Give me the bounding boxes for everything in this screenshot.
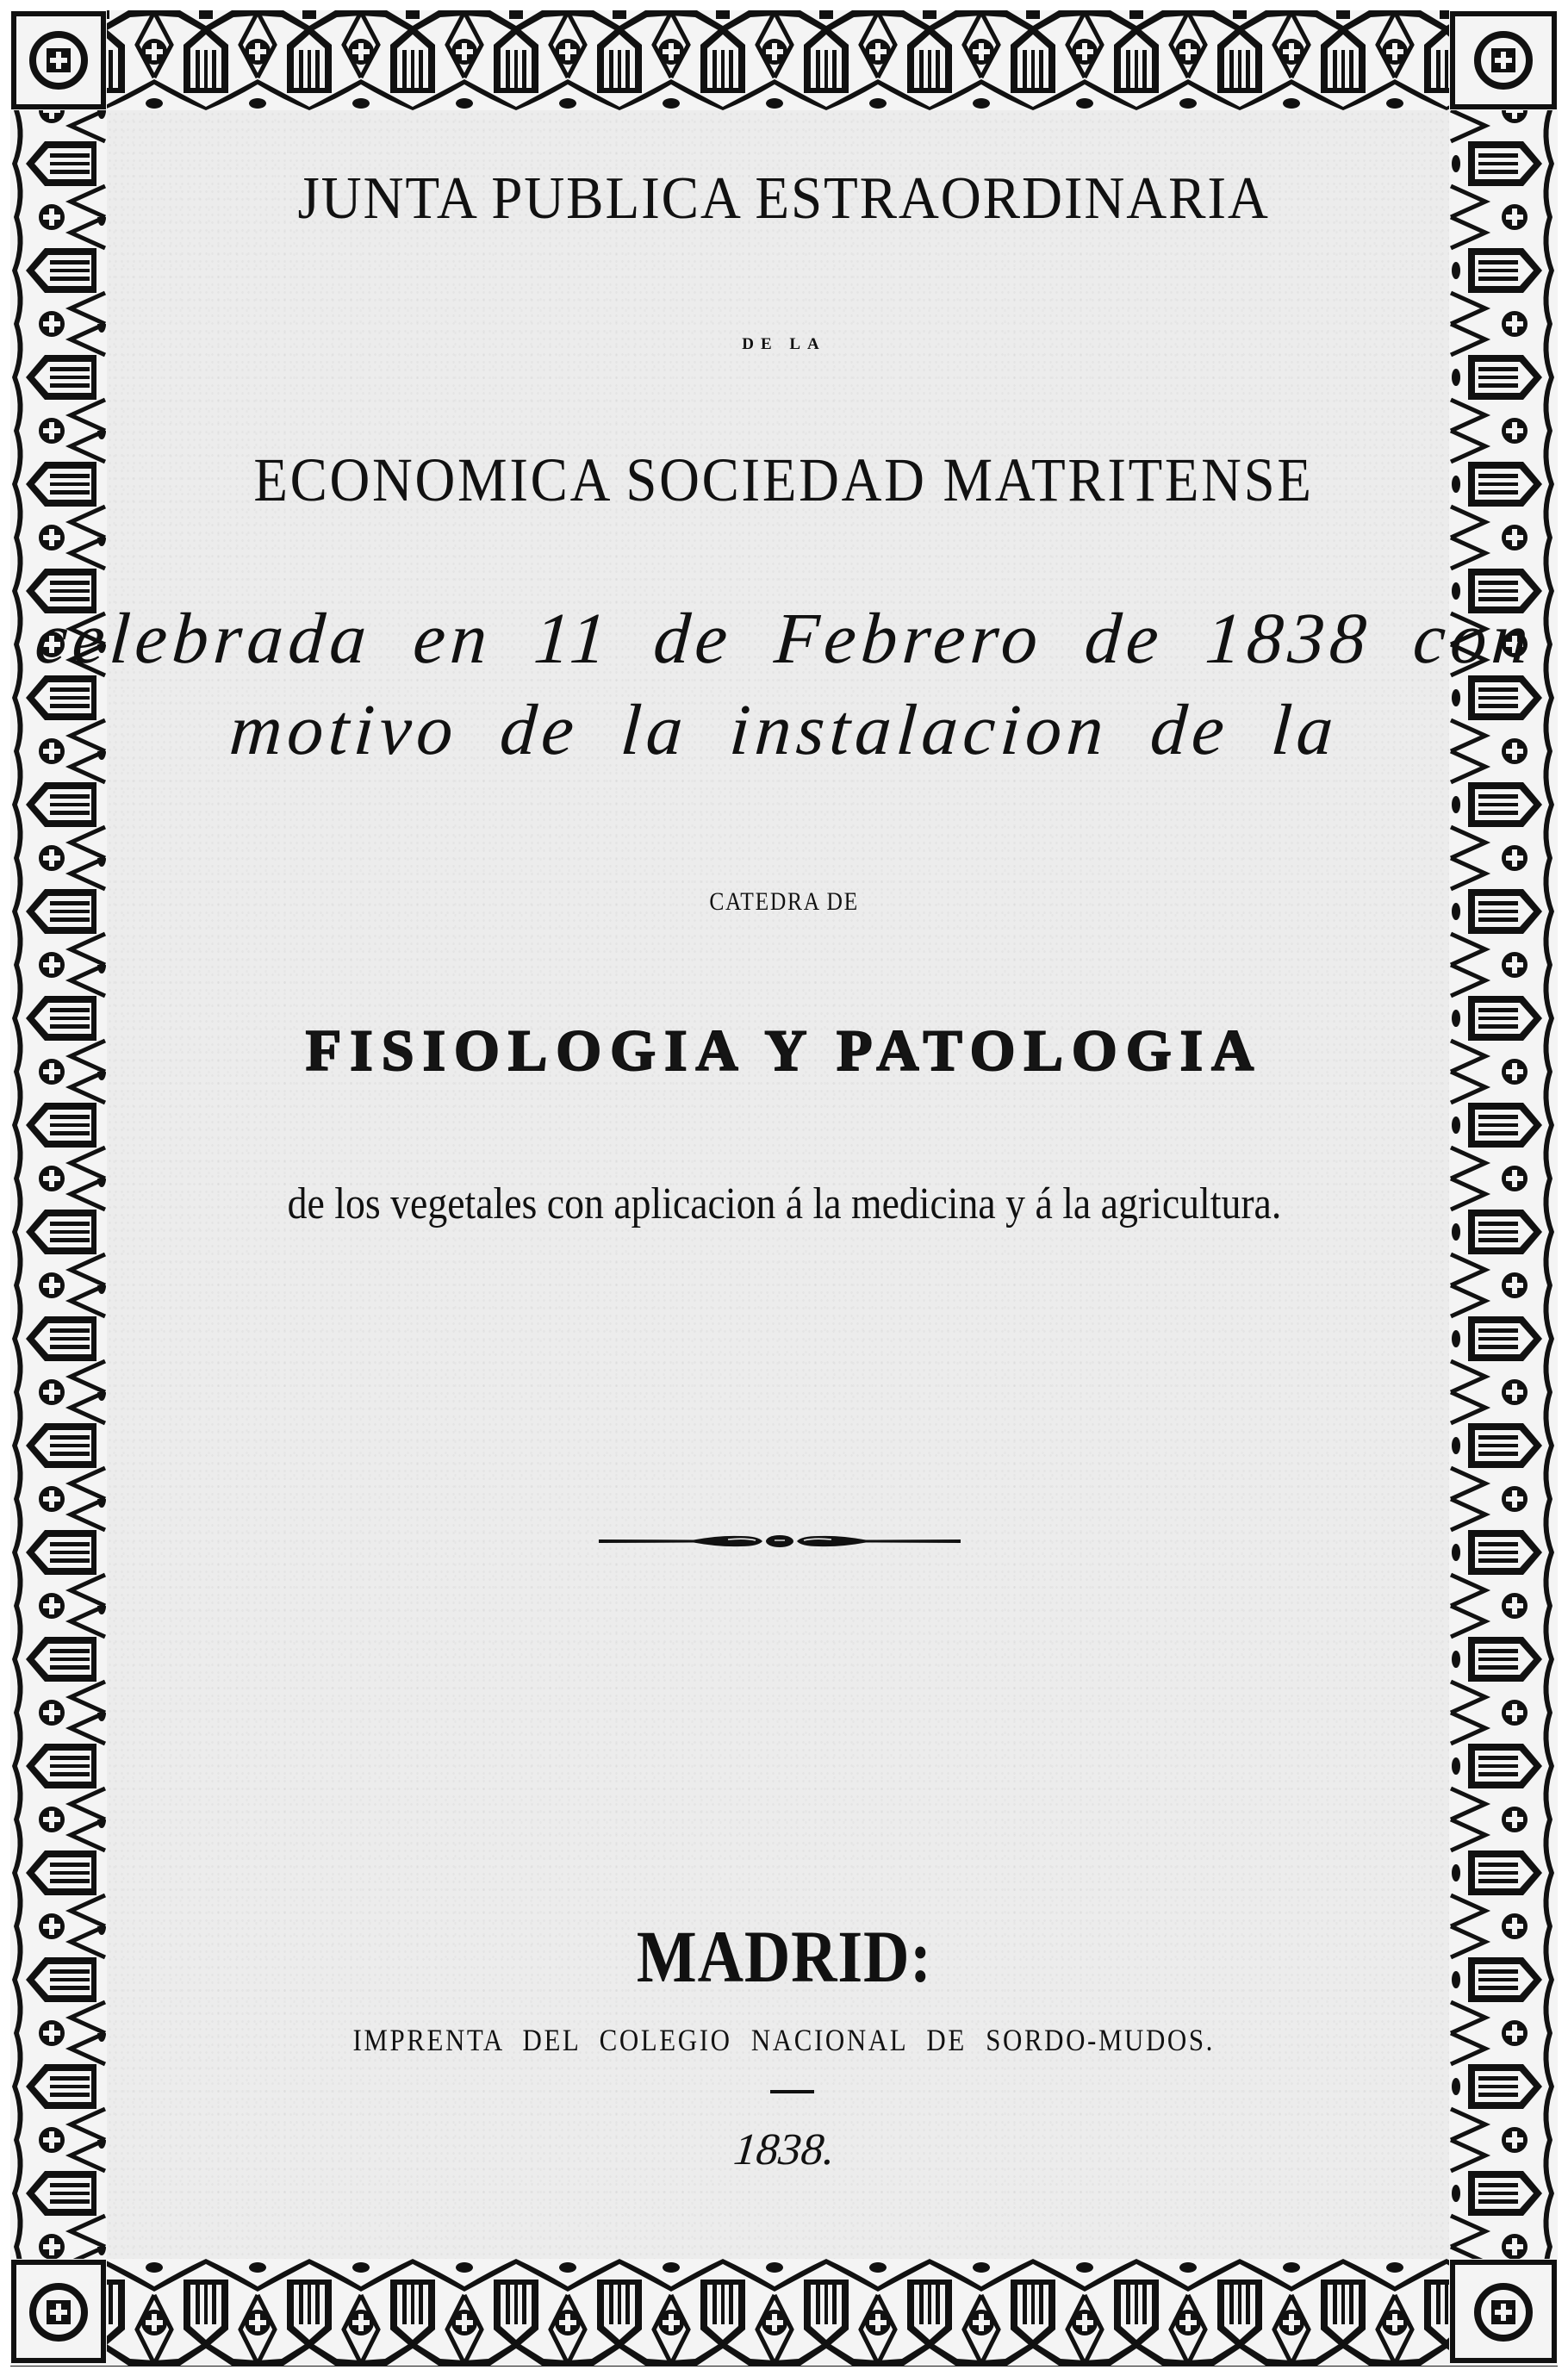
- catedra-label: CATEDRA DE: [709, 887, 859, 916]
- society-name: ECONOMICA SOCIEDAD MATRITENSE: [253, 445, 1315, 514]
- short-rule-divider: [770, 2090, 814, 2093]
- imprint-city: MADRID:: [636, 1915, 932, 1998]
- ornamental-border-bottom: [10, 2259, 1558, 2366]
- subject-title: FISIOLOGIA Y PATOLOGIA: [305, 1017, 1263, 1083]
- subject-subtitle: de los vegetales con aplicacion á la medicina y á la agricultura.: [287, 1179, 1281, 1228]
- ornamental-border-top: [10, 10, 1558, 110]
- page-title: JUNTA PUBLICA ESTRAORDINARIA: [297, 165, 1271, 232]
- imprint-year: 1838.: [731, 2125, 837, 2174]
- border-pattern-icon: [10, 2259, 1558, 2366]
- script-line-motive: motivo de la instalacion de la: [227, 690, 1341, 770]
- ornamental-divider-icon: [599, 1535, 961, 1547]
- imprint-printer: IMPRENTA DEL COLEGIO NACIONAL DE SORDO-MUDOS.: [352, 2023, 1216, 2057]
- border-pattern-icon: [10, 10, 1558, 110]
- script-line-date: celebrada en 11 de Febrero de 1838 con: [32, 599, 1536, 679]
- connector-de-la: DE LA: [742, 335, 826, 353]
